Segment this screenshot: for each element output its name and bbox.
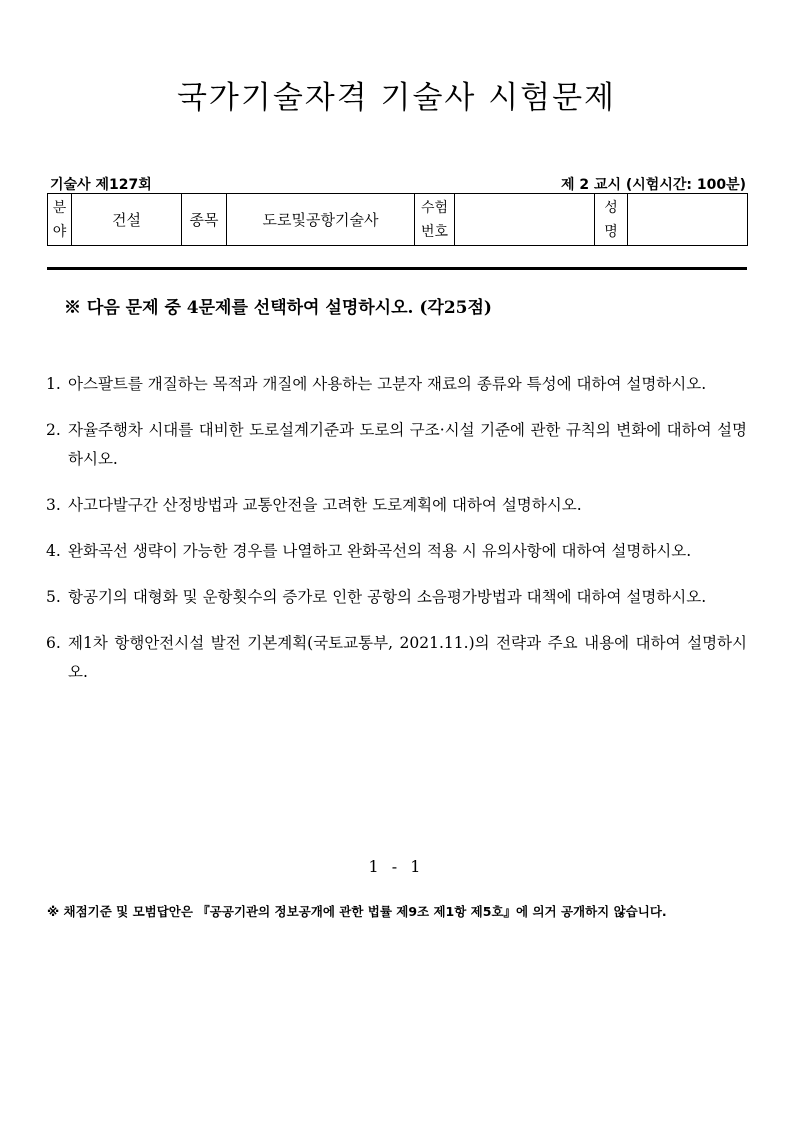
- question-number: 2.: [46, 421, 61, 439]
- exam-number-label-2: 번호: [420, 223, 449, 240]
- divider: [47, 267, 747, 270]
- question-6: [46, 629, 747, 687]
- field-label-2: 야: [52, 223, 67, 240]
- question-4: [46, 537, 747, 566]
- question-5: [46, 583, 747, 612]
- name-label-1: 성: [604, 199, 618, 216]
- disclosure-notice: ※ 채점기준 및 모범답안은 『공공기관의 정보공개에 관한 법률 제9조 제1항 제5호』에 의거 공개하지 않습니다.: [47, 904, 667, 919]
- question-1: [46, 370, 747, 399]
- exam-session: 제 2 교시 (시험시간: 100분): [560, 177, 746, 193]
- exam-round: 기술사 제127회: [50, 177, 152, 193]
- exam-number-value[interactable]: [455, 194, 595, 246]
- exam-info-table: [47, 193, 748, 246]
- question-3: [46, 491, 747, 520]
- question-number: 4.: [46, 542, 61, 560]
- field-label-cell: [48, 194, 72, 246]
- page-title: 국가기술자격 기술사 시험문제: [176, 80, 616, 116]
- instruction: ※ 다음 문제 중 4문제를 선택하여 설명하시오. (각25점): [64, 298, 492, 318]
- name-label-cell: [595, 194, 628, 246]
- field-label-1: 분: [52, 199, 67, 216]
- exam-number-label-cell: [415, 194, 455, 246]
- question-list: [46, 370, 747, 704]
- question-text: 사고다발구간 산정방법과 교통안전을 고려한 도로계획에 대하여 설명하시오.: [68, 496, 582, 514]
- question-text: 자율주행차 시대를 대비한 도로설계기준과 도로의 구조·시설 기준에 관한 규칙의 변화에 대하여 설명하시오.: [68, 421, 747, 468]
- category-label: 종목: [182, 194, 227, 246]
- name-label-2: 명: [604, 223, 618, 240]
- question-number: 5.: [46, 588, 61, 606]
- name-value[interactable]: [628, 194, 748, 246]
- question-text: 제1차 항행안전시설 발전 기본계획(국토교통부, 2021.11.)의 전략과 주요 내용에 대하여 설명하시오.: [68, 634, 747, 681]
- question-number: 1.: [46, 375, 61, 393]
- question-text: 항공기의 대형화 및 운항횟수의 증가로 인한 공항의 소음평가방법과 대책에 대하여 설명하시오.: [68, 588, 707, 606]
- question-2: [46, 416, 747, 474]
- exam-number-label-1: 수험: [420, 199, 449, 216]
- question-number: 3.: [46, 496, 61, 514]
- page-number: 1 - 1: [368, 857, 425, 876]
- question-number: 6.: [46, 634, 61, 652]
- field-value: 건설: [72, 194, 182, 246]
- question-text: 아스팔트를 개질하는 목적과 개질에 사용하는 고분자 재료의 종류와 특성에 대하여 설명하시오.: [68, 375, 707, 393]
- category-value: 도로및공항기술사: [227, 194, 415, 246]
- question-text: 완화곡선 생략이 가능한 경우를 나열하고 완화곡선의 적용 시 유의사항에 대하여 설명하시오.: [68, 542, 692, 560]
- exam-info: [50, 174, 746, 194]
